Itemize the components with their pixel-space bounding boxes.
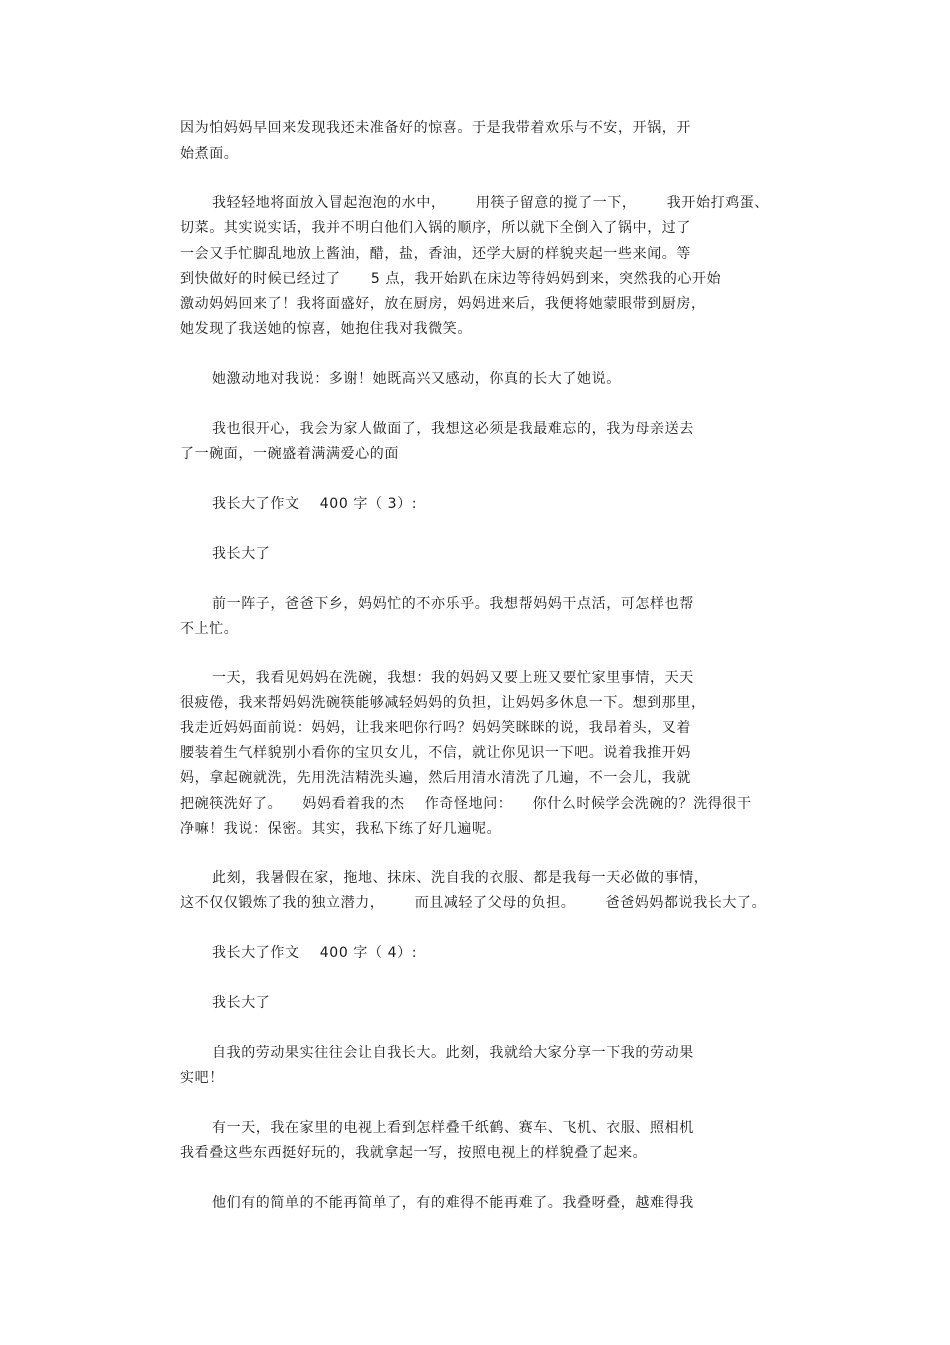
text-line: 了一碗面，一碗盛着满满爱心的面 [180, 446, 399, 462]
essay-title: 我长大了 [212, 995, 271, 1011]
paragraph-start-line: 前一阵子，爸爸下乡，妈妈忙的不亦乐乎。我想帮妈妈干点活，可怎样也帮 [212, 596, 694, 612]
text-line: 很疲倦，我来帮妈妈洗碗筷能够减轻妈妈的负担，让妈妈多休息一下。想到那里， [180, 695, 706, 711]
text-line: 激动妈妈回来了！我将面盛好，放在厨房，妈妈进来后，我便将她蒙眼带到厨房， [180, 296, 706, 312]
text-line: 腰装着生气样貌别小看你的宝贝女儿，不信，就让你见识一下吧。说着我推开妈 [180, 745, 691, 761]
essay-title: 我长大了 [212, 546, 271, 562]
paragraph-start-line: 一天，我看见妈妈在洗碗，我想：我的妈妈又要上班又要忙家里事情，天天 [212, 670, 694, 686]
text-line: 这不仅仅锻炼了我的独立潜力， 而且减轻了父母的负担。 爸爸妈妈都说我长大了。 [180, 895, 767, 911]
text-line: 实吧！ [180, 1070, 224, 1086]
text-line: 一会又手忙脚乱地放上酱油，醋，盐，香油，还学大厨的样貌夹起一些来闻。等 [180, 246, 691, 262]
paragraph-start-line: 此刻，我暑假在家，拖地、抹床、洗自我的衣服、都是我每一天必做的事情， [212, 870, 709, 886]
text-line: 不上忙。 [180, 621, 239, 637]
paragraph-start-line: 她激动地对我说：多谢！她既高兴又感动，你真的长大了她说。 [212, 371, 621, 387]
text-line: 我看叠这些东西挺好玩的，我就拿起一写，按照电视上的样貌叠了起来。 [180, 1145, 648, 1161]
section-heading: 我长大了作文 400 字（ 4）: [212, 945, 418, 961]
text-line: 把碗筷洗好了。 妈妈看着我的杰 作奇怪地问： 你什么时候学会洗碗的？洗得很干 [180, 796, 752, 812]
text-line: 妈，拿起碗就洗，先用洗洁精洗头遍，然后用清水清洗了几遍，不一会儿，我就 [180, 770, 691, 786]
text-line: 她发现了我送她的惊喜，她抱住我对我微笑。 [180, 321, 472, 337]
text-line: 我走近妈妈面前说：妈妈，让我来吧你行吗？妈妈笑眯眯的说，我昂着头，叉着 [180, 720, 691, 736]
text-line: 净嘛！我说：保密。其实，我私下练了好几遍呢。 [180, 821, 502, 837]
paragraph-start-line: 他们有的简单的不能再简单了，有的难得不能再难了。我叠呀叠，越难得我 [212, 1195, 694, 1211]
section-heading: 我长大了作文 400 字（ 3）: [212, 496, 418, 512]
paragraph-start-line: 有一天，我在家里的电视上看到怎样叠千纸鹤、赛车、飞机、衣服、照相机 [212, 1120, 694, 1136]
paragraph-start-line: 我也很开心，我会为家人做面了，我想这必须是我最难忘的，我为母亲送去 [212, 421, 694, 437]
text-line: 因为怕妈妈早回来发现我还未准备好的惊喜。于是我带着欢乐与不安，开锅，开 [180, 120, 691, 136]
paragraph-start-line: 我轻轻地将面放入冒起泡泡的水中， 用筷子留意的搅了一下， 我开始打鸡蛋、 [212, 195, 769, 211]
text-line: 始煮面。 [180, 146, 239, 162]
text-line: 到快做好的时候已经过了 5 点，我开始趴在床边等待妈妈到来，突然我的心开始 [180, 271, 722, 287]
text-line: 切菜。其实说实话，我并不明白他们入锅的顺序，所以就下全倒入了锅中，过了 [180, 220, 691, 236]
paragraph-start-line: 自我的劳动果实往往会让自我长大。此刻，我就给大家分享一下我的劳动果 [212, 1045, 694, 1061]
